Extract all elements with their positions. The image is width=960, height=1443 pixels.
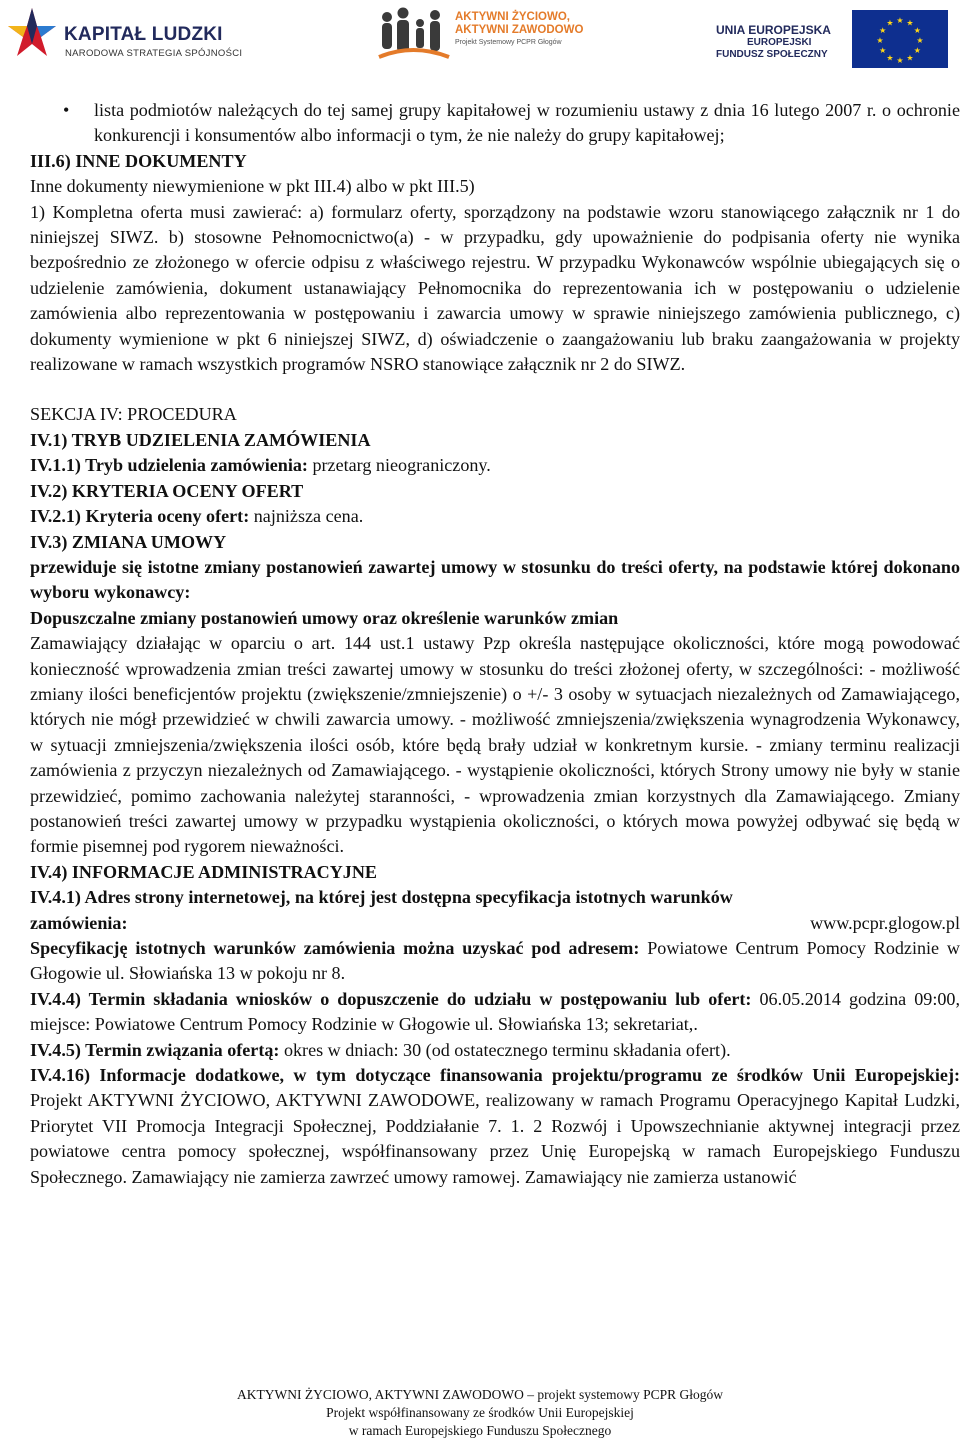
star-icon — [6, 4, 58, 66]
svg-text:★: ★ — [896, 56, 904, 65]
iv3-heading: IV.3) ZMIANA UMOWY — [30, 531, 227, 552]
iv3-bold-subheading: Dopuszczalne zmiany postanowień umowy oraz określenie warunków zmian — [30, 607, 619, 628]
svg-text:★: ★ — [913, 46, 921, 55]
svg-text:★: ★ — [879, 26, 887, 35]
svg-text:★: ★ — [879, 46, 887, 55]
kapital-ludzki-subtitle: NARODOWA STRATEGIA SPÓJNOŚCI — [65, 48, 243, 59]
iv41-url-line: zamówienia: www.pcpr.glogow.pl — [30, 912, 960, 933]
iv11-line: IV.1.1) Tryb udzielenia zamówienia: przetarg nieograniczony. — [30, 455, 491, 476]
section-iv-title: SEKCJA IV: PROCEDURA — [30, 404, 237, 425]
svg-text:★: ★ — [896, 16, 904, 25]
page-header — [0, 0, 960, 75]
iv44-line: IV.4.4) Termin składania wniosków o dopuszczenie do udziału w postępowaniu lub ofert: 06.05.2014 godzina 09:00, miejsce: Powiatowe Centrum Pomocy Rodzinie w Głogowie ul. Słowiańska 13; sekretariat,. — [30, 988, 960, 1035]
spec-url-link[interactable]: www.pcpr.glogow.pl — [810, 912, 960, 933]
iv416-line: IV.4.16) Informacje dodatkowe, w tym dotyczące finansowania projektu/programu ze środków Unii Europejskiej: Projekt AKTYWNI ŻYCIOWO, AKTYWNI ZAWODOWE, realizowany w ramach Programu Operacyjnego Kapitał Ludzki, Priorytet VII Promocja Integracji Społecznej, Poddziałanie 7. 1. 2 Rozwój i Upowszechnianie aktywnej integracji przez powiatowe centra pomocy społecznej, współfinansowany przez Unię Europejską w ramach Europejskiego Funduszu Społecznego. Zamawiający nie zamierza zawrzeć umowy ramowej. Zamawiający nie zamierza ustanowić — [30, 1065, 960, 1187]
svg-text:★: ★ — [876, 36, 884, 45]
iv2-heading: IV.2) KRYTERIA OCENY OFERT — [30, 480, 304, 501]
footer-line2: Projekt współfinansowany ze środków Unii Europejskiej — [326, 1405, 634, 1420]
iv41-line: IV.4.1) Adres strony internetowej, na której jest dostępna specyfikacja istotnych warunków — [30, 887, 733, 908]
spec-address-line: Specyfikację istotnych warunków zamówienia można uzyskać pod adresem: Powiatowe Centrum Pomocy Rodzinie w Głogowie ul. Słowiańska 13 w pokoju nr 8. — [30, 938, 960, 984]
svg-text:★: ★ — [906, 18, 914, 28]
page-footer — [0, 1386, 960, 1440]
section-iii6-body: 1) Kompletna oferta musi zawierać: a) formularz oferty, sporządzony na podstawie wzoru stanowiącego załącznik nr 1 do niniejszej SIWZ. b) stosowne Pełnomocnictwo(a) - w przypadku, gdy upoważnienie do podpisania oferty nie wynika bezpośrednio ze złożonego w ofercie odpisu z właściwego rejestru. W przypadku Wykonawców wspólnie ubiegających się o udzielenie zamówienia, dokument ustanawiający Pełnomocnika do reprezentowania ich w postępowaniu o udzielenie zamówienia albo reprezentowania w postępowaniu i zawarcia umowy w sprawie niniejszego zamówienia publicznego, c) dokumenty wymienione w pkt 6 niniejszej SIWZ, d) oświadczenie o zaangażowaniu lub braku zaangażowania w projekty realizowane w ramach wszystkich programów NSRO stanowiące załącznik nr 2 do SIWZ. — [30, 201, 960, 375]
iv3-bold-statement: przewiduje się istotne zmiany postanowień zawartej umowy w stosunku do treści oferty, na podstawie której dokonano wyboru wykonawcy: — [30, 556, 960, 603]
eu-logo — [700, 4, 952, 68]
bullet-item: • lista podmiotów należących do tej samej grupy kapitałowej w rozumieniu ustawy z dnia 16 lutego 2007 r. o ochronie konkurencji i konsumentów albo informacji o tym, że nie należy do grupy kapitałowej; — [30, 98, 960, 149]
footer-line3: w ramach Europejskiego Funduszu Społecznego — [348, 1423, 612, 1438]
eu-line1: UNIA EUROPEJSKA — [716, 23, 831, 37]
aktywni-line2: AKTYWNI ZAWODOWO — [455, 24, 584, 36]
svg-text:★: ★ — [913, 26, 921, 35]
aktywni-line1: AKTYWNI ŻYCIOWO, — [455, 11, 570, 23]
iv4-heading: IV.4) INFORMACJE ADMINISTRACYJNE — [30, 861, 377, 882]
eu-flag-icon — [852, 10, 948, 68]
section-iii6-title: III.6) INNE DOKUMENTY — [30, 150, 247, 171]
aktywni-line3: Projekt Systemowy PCPR Głogów — [455, 39, 562, 46]
iv45-line: IV.4.5) Termin związania ofertą: okres w dniach: 30 (od ostatecznego terminu składania ofert). — [30, 1039, 731, 1060]
document-body — [30, 98, 960, 1190]
svg-text:★: ★ — [886, 18, 894, 28]
iv21-line: IV.2.1) Kryteria oceny ofert: najniższa cena. — [30, 506, 364, 527]
svg-text:★: ★ — [906, 53, 914, 63]
family-icon — [375, 3, 451, 67]
kapital-ludzki-logo — [6, 4, 243, 68]
eu-line3: FUNDUSZ SPOŁECZNY — [716, 49, 828, 60]
svg-text:★: ★ — [886, 53, 894, 63]
section-iii6-subtitle: Inne dokumenty niewymienione w pkt III.4) albo w pkt III.5) — [30, 176, 475, 197]
eu-line2: EUROPEJSKI — [747, 37, 812, 48]
kapital-ludzki-title: KAPITAŁ LUDZKI — [64, 24, 223, 45]
iv1-heading: IV.1) TRYB UDZIELENIA ZAMÓWIENIA — [30, 429, 371, 450]
svg-text:★: ★ — [916, 36, 924, 45]
iv3-body: Zamawiający działając w oparciu o art. 144 ust.1 ustawy Pzp określa następujące okoliczności, które mogą powodować konieczność wprowadzenia zmian treści zawartej umowy w stosunku do treści złożonej oferty, w szczególności: - możliwość zmiany ilości beneficjentów projektu (zwiększenie/zmniejszenie) o +/- 3 osoby w sytuacjach niezależnych od Zamawiającego, których nie mógł przewidzieć w chwili zawarcia umowy. - możliwość zmniejszenia/zwiększenia wynagrodzenia Wykonawcy, w sytuacji zmniejszenia/zwiększenia ilości osób, które będą brały udział w konkretnym kursie. - zmiany terminu realizacji zamówienia z przyczyn niezależnych od Zamawiającego. - wystąpienie okoliczności, których Strony umowy nie były w stanie przewidzieć, pomimo zachowania należytej staranności, - wprowadzenia zmian korzystnych dla Zamawiającego. Zmiany postanowień treści zawartej umowy w przypadku wystąpienia okoliczności, o których mowa powyżej odbywać się będą w formie pisemnej pod rygorem nieważności. — [30, 633, 960, 857]
footer-line1: AKTYWNI ŻYCIOWO, AKTYWNI ZAWODOWO – projekt systemowy PCPR Głogów — [237, 1387, 723, 1402]
aktywni-logo — [375, 3, 585, 69]
